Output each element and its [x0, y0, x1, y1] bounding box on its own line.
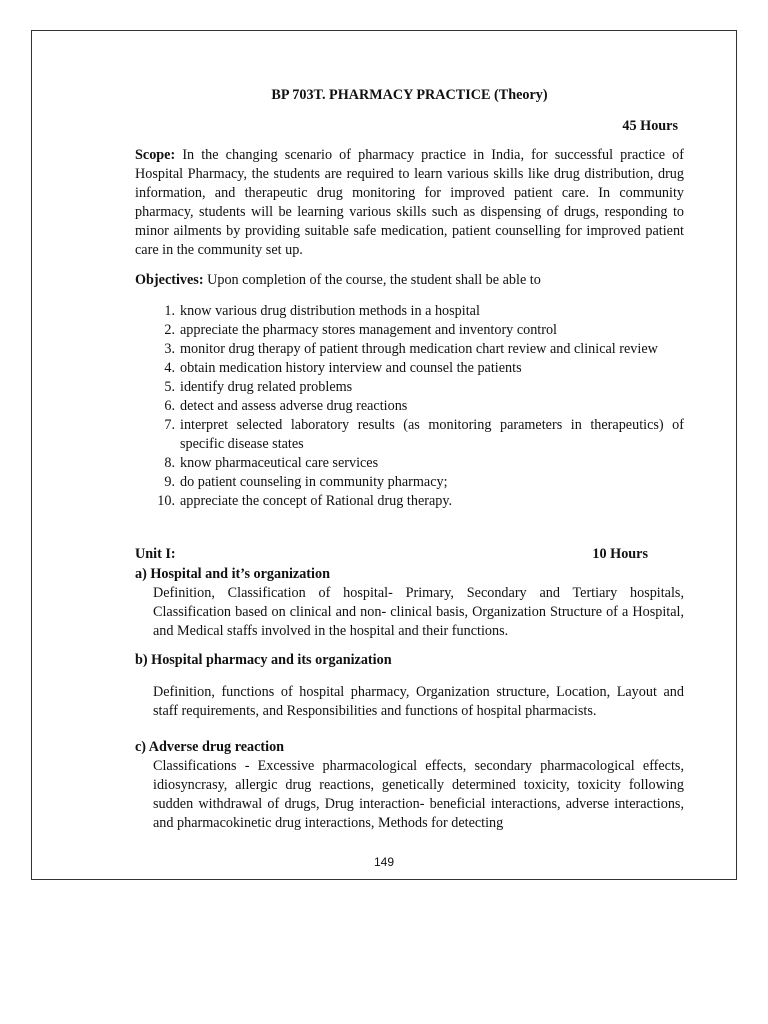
list-number: 4.: [164, 360, 175, 376]
section-body: Definition, Classification of hospital- Primary, Secondary and Tertiary hospitals, Classification based on clinical and non- clinical basis, Organization Structure of a Hospital, and Medical staffs involved in the hospital and their functions.: [153, 585, 684, 639]
objectives-list: [135, 302, 684, 511]
objectives-paragraph: [135, 271, 684, 290]
list-number: 7.: [164, 417, 175, 433]
list-number: 2.: [164, 322, 175, 338]
unit-heading: [135, 546, 648, 563]
objectives-intro: Upon completion of the course, the student shall be able to: [203, 272, 541, 288]
scope-paragraph: [135, 146, 684, 260]
list-item: [135, 454, 684, 473]
list-text: obtain medication history interview and counsel the patients: [180, 360, 522, 376]
total-hours: 45 Hours: [622, 118, 678, 134]
list-item: [135, 359, 684, 378]
list-text: know pharmaceutical care services: [180, 455, 379, 471]
list-item: [135, 302, 684, 321]
scope-text: In the changing scenario of pharmacy practice in India, for successful practice of Hospital Pharmacy, the students are required to learn various skills like drug distribution, drug information, and therapeutic drug monitoring for improved patient care. In community pharmacy, students will be learning various skills such as dispensing of drugs, responding to minor ailments by providing suitable safe medication, patient counselling for improved patient care in the community set up.: [135, 147, 684, 258]
objectives-label: Objectives:: [135, 272, 204, 288]
section-heading: b) Hospital pharmacy and its organization: [135, 652, 392, 668]
list-number: 8.: [164, 455, 175, 471]
list-number: 3.: [164, 341, 175, 357]
section-body: Definition, functions of hospital pharmacy, Organization structure, Location, Layout and staff requirements, and Responsibilities and functions of hospital pharmacists.: [153, 684, 684, 719]
unit-label: Unit I:: [135, 546, 176, 562]
list-item: [135, 492, 684, 511]
list-item: [135, 416, 684, 454]
section-heading: c) Adverse drug reaction: [135, 739, 285, 755]
list-text: detect and assess adverse drug reactions: [180, 398, 408, 414]
list-item: [135, 473, 684, 492]
list-item: [135, 340, 684, 359]
list-text: interpret selected laboratory results (as monitoring parameters in therapeutics) of specific disease states: [180, 417, 684, 452]
list-text: know various drug distribution methods in a hospital: [180, 303, 480, 319]
section-body: Classifications - Excessive pharmacological effects, secondary pharmacological effects, idiosyncrasy, allergic drug reactions, genetically determined toxicity, toxicity following sudden withdrawal of drugs, Drug interaction- beneficial interactions, adverse interactions, and pharmacokinetic drug interactions, Methods for detecting: [153, 758, 684, 831]
list-number: 9.: [164, 474, 175, 490]
list-item: [135, 378, 684, 397]
list-text: appreciate the pharmacy stores management and inventory control: [180, 322, 558, 338]
page-number: 149: [373, 855, 395, 869]
list-text: monitor drug therapy of patient through medication chart review and clinical review: [180, 341, 658, 357]
list-number: 1.: [164, 303, 175, 319]
section-heading: a) Hospital and it’s organization: [135, 566, 330, 582]
course-title: BP 703T. PHARMACY PRACTICE (Theory): [271, 87, 548, 103]
list-number: 5.: [164, 379, 175, 395]
list-text: do patient counseling in community pharmacy;: [180, 474, 448, 490]
list-number: 10.: [157, 493, 175, 509]
list-text: identify drug related problems: [180, 379, 353, 395]
list-number: 6.: [164, 398, 175, 414]
list-text: appreciate the concept of Rational drug therapy.: [180, 493, 453, 509]
list-item: [135, 397, 684, 416]
unit-hours: 10 Hours: [592, 546, 648, 562]
list-item: [135, 321, 684, 340]
scope-label: Scope:: [135, 147, 176, 163]
